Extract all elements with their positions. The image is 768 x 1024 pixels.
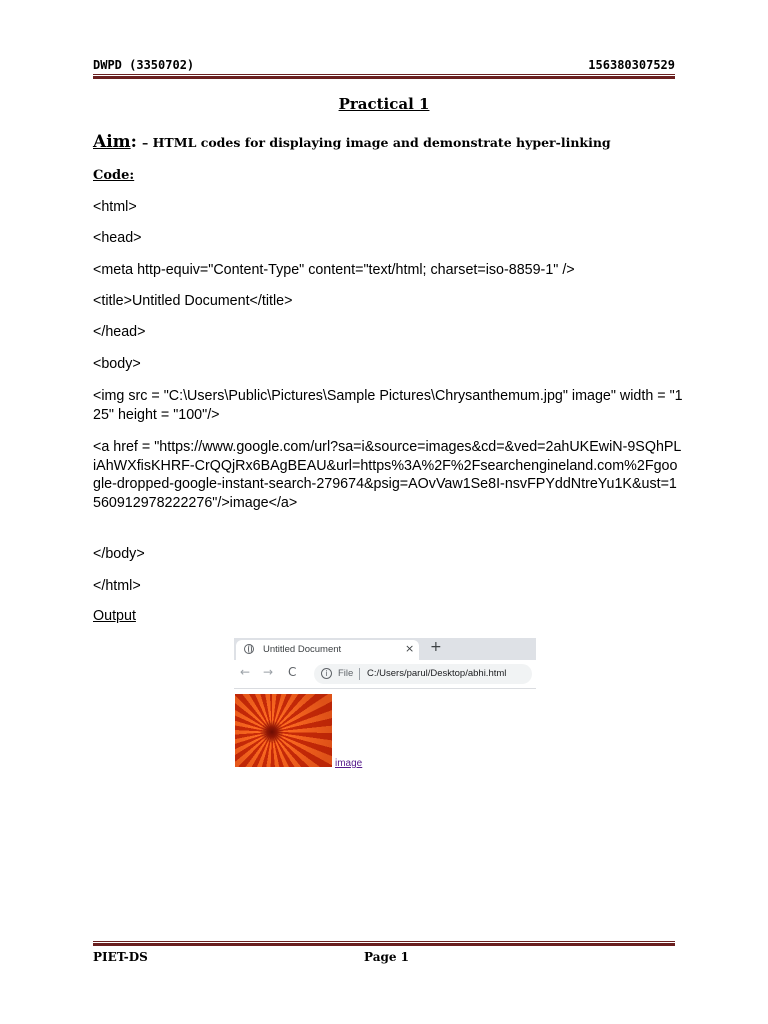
footer-rule-thick <box>93 943 675 946</box>
tab-title: Untitled Document <box>263 644 342 655</box>
code-line: </body> <box>93 546 145 562</box>
info-icon[interactable]: i <box>321 668 332 679</box>
close-icon[interactable]: × <box>405 642 415 655</box>
aim-label: Aim <box>93 132 131 152</box>
aim-text: – HTML codes for displaying image and demonstrate hyper-linking <box>142 135 611 150</box>
footer-rule-thin <box>93 941 675 942</box>
header-rule-thick <box>93 76 675 79</box>
page-title: Practical 1 <box>338 95 430 113</box>
code-label: Code: <box>93 168 135 183</box>
code-line: <html> <box>93 199 137 215</box>
browser-toolbar <box>234 660 536 689</box>
code-line: <head> <box>93 230 142 246</box>
file-chip: File <box>338 668 354 679</box>
code-line: <img src = "C:\Users\Public\Pictures\Sample Pictures\Chrysanthemum.jpg" image" width = "125" height = "100"/> <box>93 388 683 423</box>
browser-output-screenshot <box>234 638 536 770</box>
forward-arrow-icon[interactable]: → <box>263 665 274 679</box>
chip-separator <box>359 668 360 680</box>
browser-tab[interactable] <box>236 640 419 660</box>
code-line: <meta http-equiv="Content-Type" content="text/html; charset=iso-8859-1" /> <box>93 262 575 278</box>
code-line: <a href = "https://www.google.com/url?sa=i&source=images&cd=&ved=2ahUKEwiN-9SQhPLiAhWXfisKHRF-CrQQjRx6BAgBEAU&url=https%3A%2F%2Fsearchengineland.com%2Fgoogle-dropped-google-instant-search-279674&psig=AOvVaw1Se8I-nsvFPYddNtreYu1K&ust=1560912978222276"/>image</a> <box>93 439 682 511</box>
footer-page-number: Page 1 <box>364 950 410 964</box>
reload-icon[interactable]: C <box>288 665 297 679</box>
address-bar[interactable] <box>314 664 532 684</box>
code-line: <title>Untitled Document</title> <box>93 293 293 309</box>
new-tab-icon[interactable]: + <box>430 639 442 655</box>
aim-statement <box>93 132 611 152</box>
code-line: </html> <box>93 578 141 594</box>
header-rule-thin <box>93 74 675 75</box>
code-line: </head> <box>93 324 146 340</box>
url-text: C:/Users/parul/Desktop/abhi.html <box>367 668 507 679</box>
header-course-code: DWPD (3350702) <box>93 58 195 72</box>
image-link[interactable]: image <box>335 758 363 769</box>
aim-colon: : <box>130 132 137 152</box>
code-line: <body> <box>93 356 141 372</box>
header-enrollment-number: 156380307529 <box>588 58 675 72</box>
chrysanthemum-image <box>235 694 332 767</box>
globe-icon <box>244 644 254 654</box>
output-label: Output <box>93 608 136 624</box>
footer-institute: PIET-DS <box>93 950 148 964</box>
back-arrow-icon[interactable]: ← <box>240 665 251 679</box>
browser-tab-bar <box>234 638 536 660</box>
